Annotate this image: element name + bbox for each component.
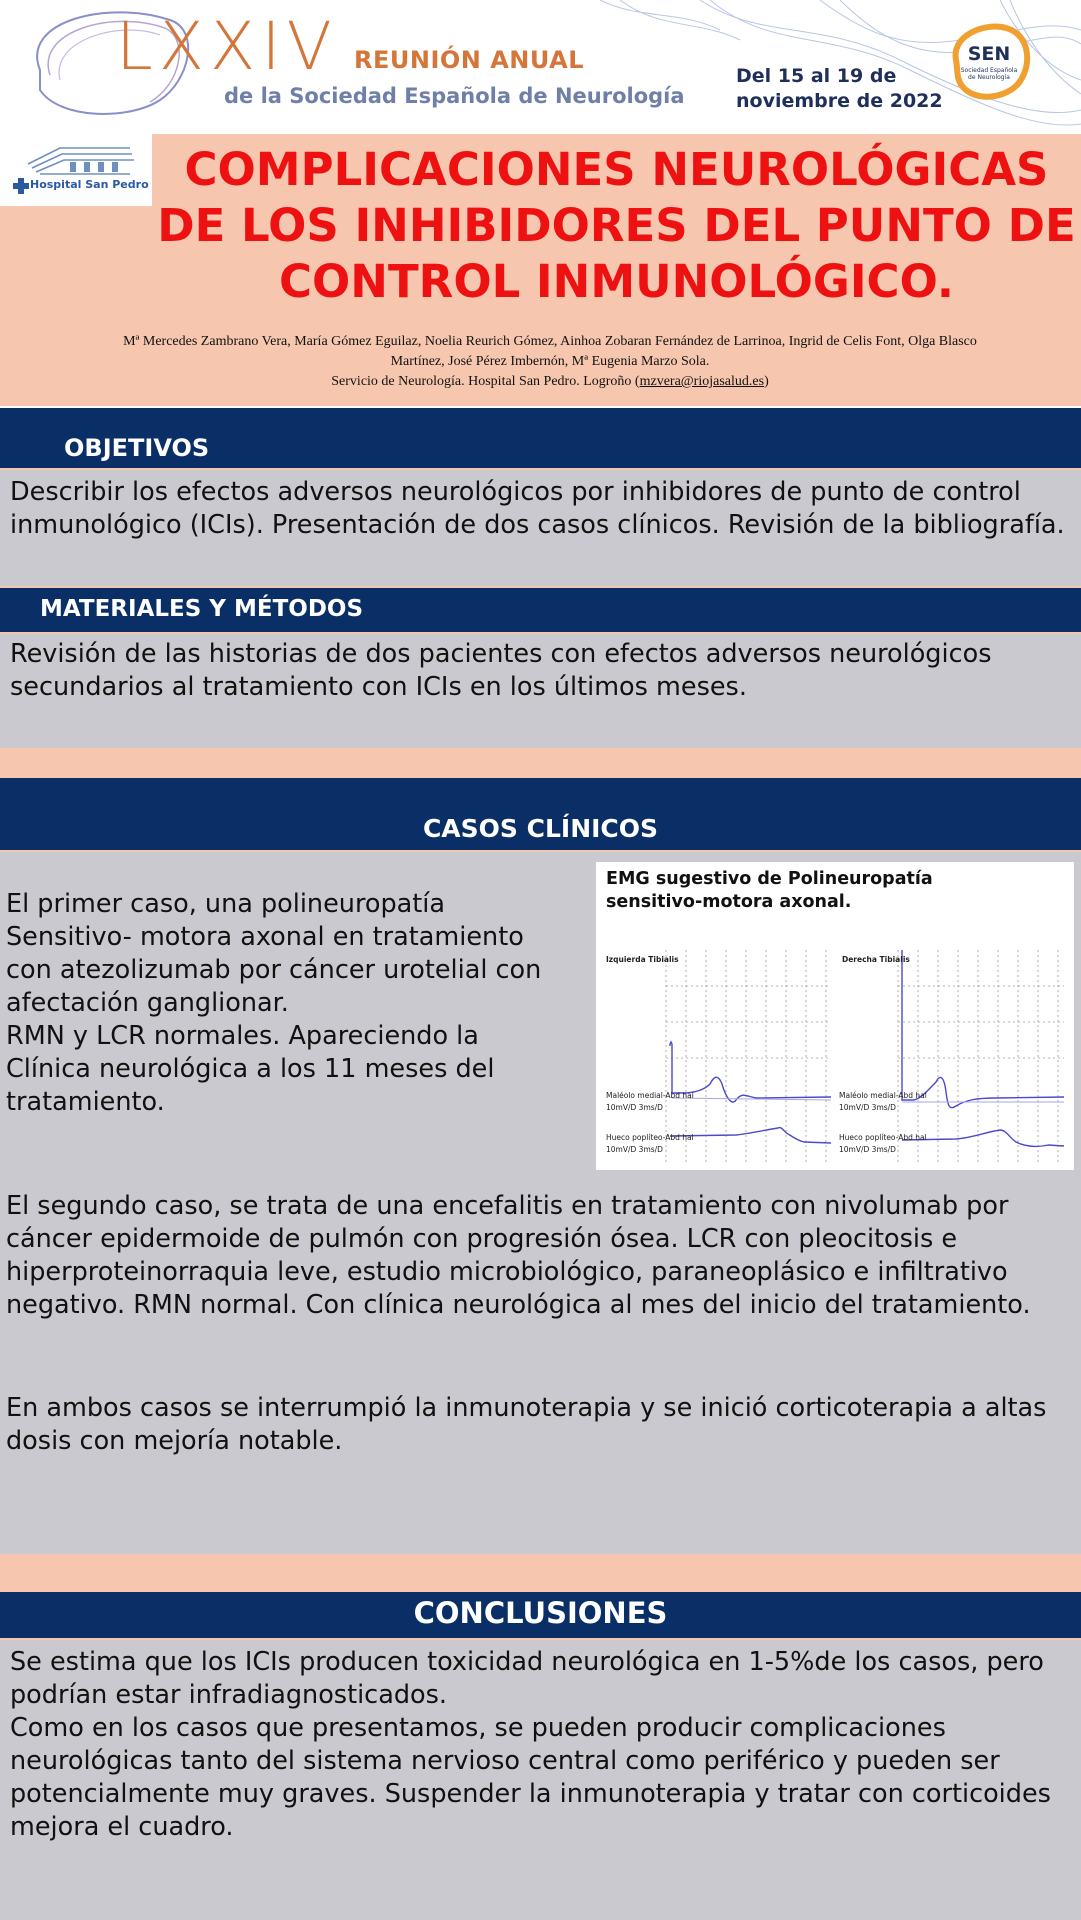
casos-heading: CASOS CLÍNICOS	[422, 814, 659, 843]
hospital-logo-box	[0, 134, 152, 206]
emg-right-trace1-label-b: 10mV/D 3ms/D	[839, 1103, 896, 1112]
caso-1-text: El primer caso, una polineuropatía Sensitivo- motora axonal en tratamiento con atezolizumab por cáncer urotelial con afectación ganglionar. RMN y LCR normales. Apareciendo la Clínica neurológica a los 11 meses del tratamiento.	[6, 889, 542, 1117]
affiliation-text: Servicio de Neurología. Hospital San Pedro. Logroño (	[331, 374, 640, 389]
sen-logo-text: SEN	[967, 43, 1011, 65]
caso-3-text: En ambos casos se interrumpió la inmunoterapia y se inició corticoterapia a altas dosis con mejoría notable.	[6, 1393, 1047, 1456]
materiales-header	[0, 588, 1081, 632]
objetivos-header	[0, 408, 1081, 468]
emg-left-trace1-label-a: Maléolo medial-Abd hal	[606, 1091, 694, 1100]
emg-left-trace1-label-b: 10mV/D 3ms/D	[606, 1103, 663, 1112]
emg-right-trace1-label-a: Maléolo medial-Abd hal	[839, 1091, 927, 1100]
emg-right-traces	[902, 950, 1064, 1146]
authors-line-1: Mª Mercedes Zambrano Vera, María Gómez Eguilaz, Noelia Reurich Gómez, Ainhoa Zobaran Fernández de Larrinoa, Ingrid de Celis Font, Olga Blasco	[123, 334, 977, 349]
sen-logo-sub-2: de Neurología	[968, 74, 1010, 81]
title-line-1: COMPLICACIONES NEUROLÓGICAS	[184, 143, 1049, 196]
title-line-3: CONTROL INMUNOLÓGICO.	[279, 255, 954, 308]
emg-right-trace-1	[902, 950, 1064, 1108]
authors-line-2: Martínez, José Pérez Imbernón, Mª Eugenia Marzo Sola.	[390, 354, 710, 369]
objetivos-heading: OBJETIVOS	[64, 434, 210, 462]
emg-left-trace2-label-b: 10mV/D 3ms/D	[606, 1145, 663, 1154]
emg-left-traces	[670, 1042, 831, 1143]
dates-line-1: Del 15 al 19 de	[736, 65, 897, 87]
author-email-link[interactable]: mzvera@riojasalud.es	[639, 374, 765, 389]
poster-title	[152, 142, 1081, 310]
affiliation-line	[50, 372, 1050, 392]
title-line-2: DE LOS INHIBIDORES DEL PUNTO DE	[157, 199, 1076, 252]
society-name: de la Sociedad Española de Neurología	[224, 84, 685, 108]
caso-2-text: El segundo caso, se trata de una encefalitis en tratamiento con nivolumab por cáncer epidermoide de pulmón con progresión ósea. LCR con pleocitosis e hiperproteinorraquia leve, estudio microbiológico, paraneoplásico e infiltrativo negativo. RMN normal. Con clínica neurológica al mes del inicio del tratamiento.	[6, 1191, 1031, 1320]
sen-logo-icon	[946, 20, 1032, 106]
conclusiones-heading: CONCLUSIONES	[413, 1596, 668, 1630]
sen-logo-sub-1: Sociedad Española	[960, 67, 1018, 74]
objetivos-text: Describir los efectos adversos neurológicos por inhibidores de punto de control inmunológico (ICIs). Presentación de dos casos clínicos. Revisión de la bibliografía.	[10, 477, 1065, 540]
emg-right-label: Derecha Tibialis	[842, 955, 910, 964]
emg-left-trace-1	[670, 1042, 831, 1102]
emg-left-label: Izquierda Tibialis	[606, 955, 679, 964]
emg-right-trace2-label-b: 10mV/D 3ms/D	[839, 1145, 896, 1154]
casos-header	[0, 778, 1081, 850]
reunion-anual-label: REUNIÓN ANUAL	[354, 46, 584, 74]
authors-block	[50, 332, 1050, 392]
conference-dates	[736, 64, 943, 114]
emg-left-trace2-label-a: Hueco poplíteo-Abd hal	[606, 1133, 694, 1142]
hospital-name: Hospital San Pedro	[30, 178, 149, 191]
conclusiones-text: Se estima que los ICIs producen toxicidad neurológica en 1-5%de los casos, pero podrían estar infradiagnosticados. Como en los casos que presentamos, se pueden producir complicaciones neurológicas tanto del sistema nervioso central como periférico y pueden ser potencialmente muy graves. Suspender la inmunoterapia y tratar con corticoides mejora el cuadro.	[10, 1647, 1051, 1842]
edition-roman-numeral: LXXIV	[116, 8, 338, 85]
conclusiones-header	[0, 1592, 1081, 1638]
materiales-text: Revisión de las historias de dos pacientes con efectos adversos neurológicos secundarios al tratamiento con ICIs en los últimos meses.	[10, 639, 992, 702]
emg-caption: EMG sugestivo de Polineuropatía sensitivo-motora axonal.	[606, 869, 933, 912]
materiales-heading: MATERIALES Y MÉTODOS	[40, 596, 364, 622]
emg-left-trace-2	[670, 1128, 831, 1143]
hospital-cross-icon	[13, 178, 29, 194]
hospital-building-icon	[0, 134, 152, 206]
emg-right-trace2-label-a: Hueco poplíteo-Abd hal	[839, 1133, 927, 1142]
emg-labels	[606, 955, 927, 1154]
dates-line-2: noviembre de 2022	[736, 90, 943, 112]
emg-grid	[666, 950, 1064, 1162]
affiliation-close: )	[764, 374, 769, 389]
